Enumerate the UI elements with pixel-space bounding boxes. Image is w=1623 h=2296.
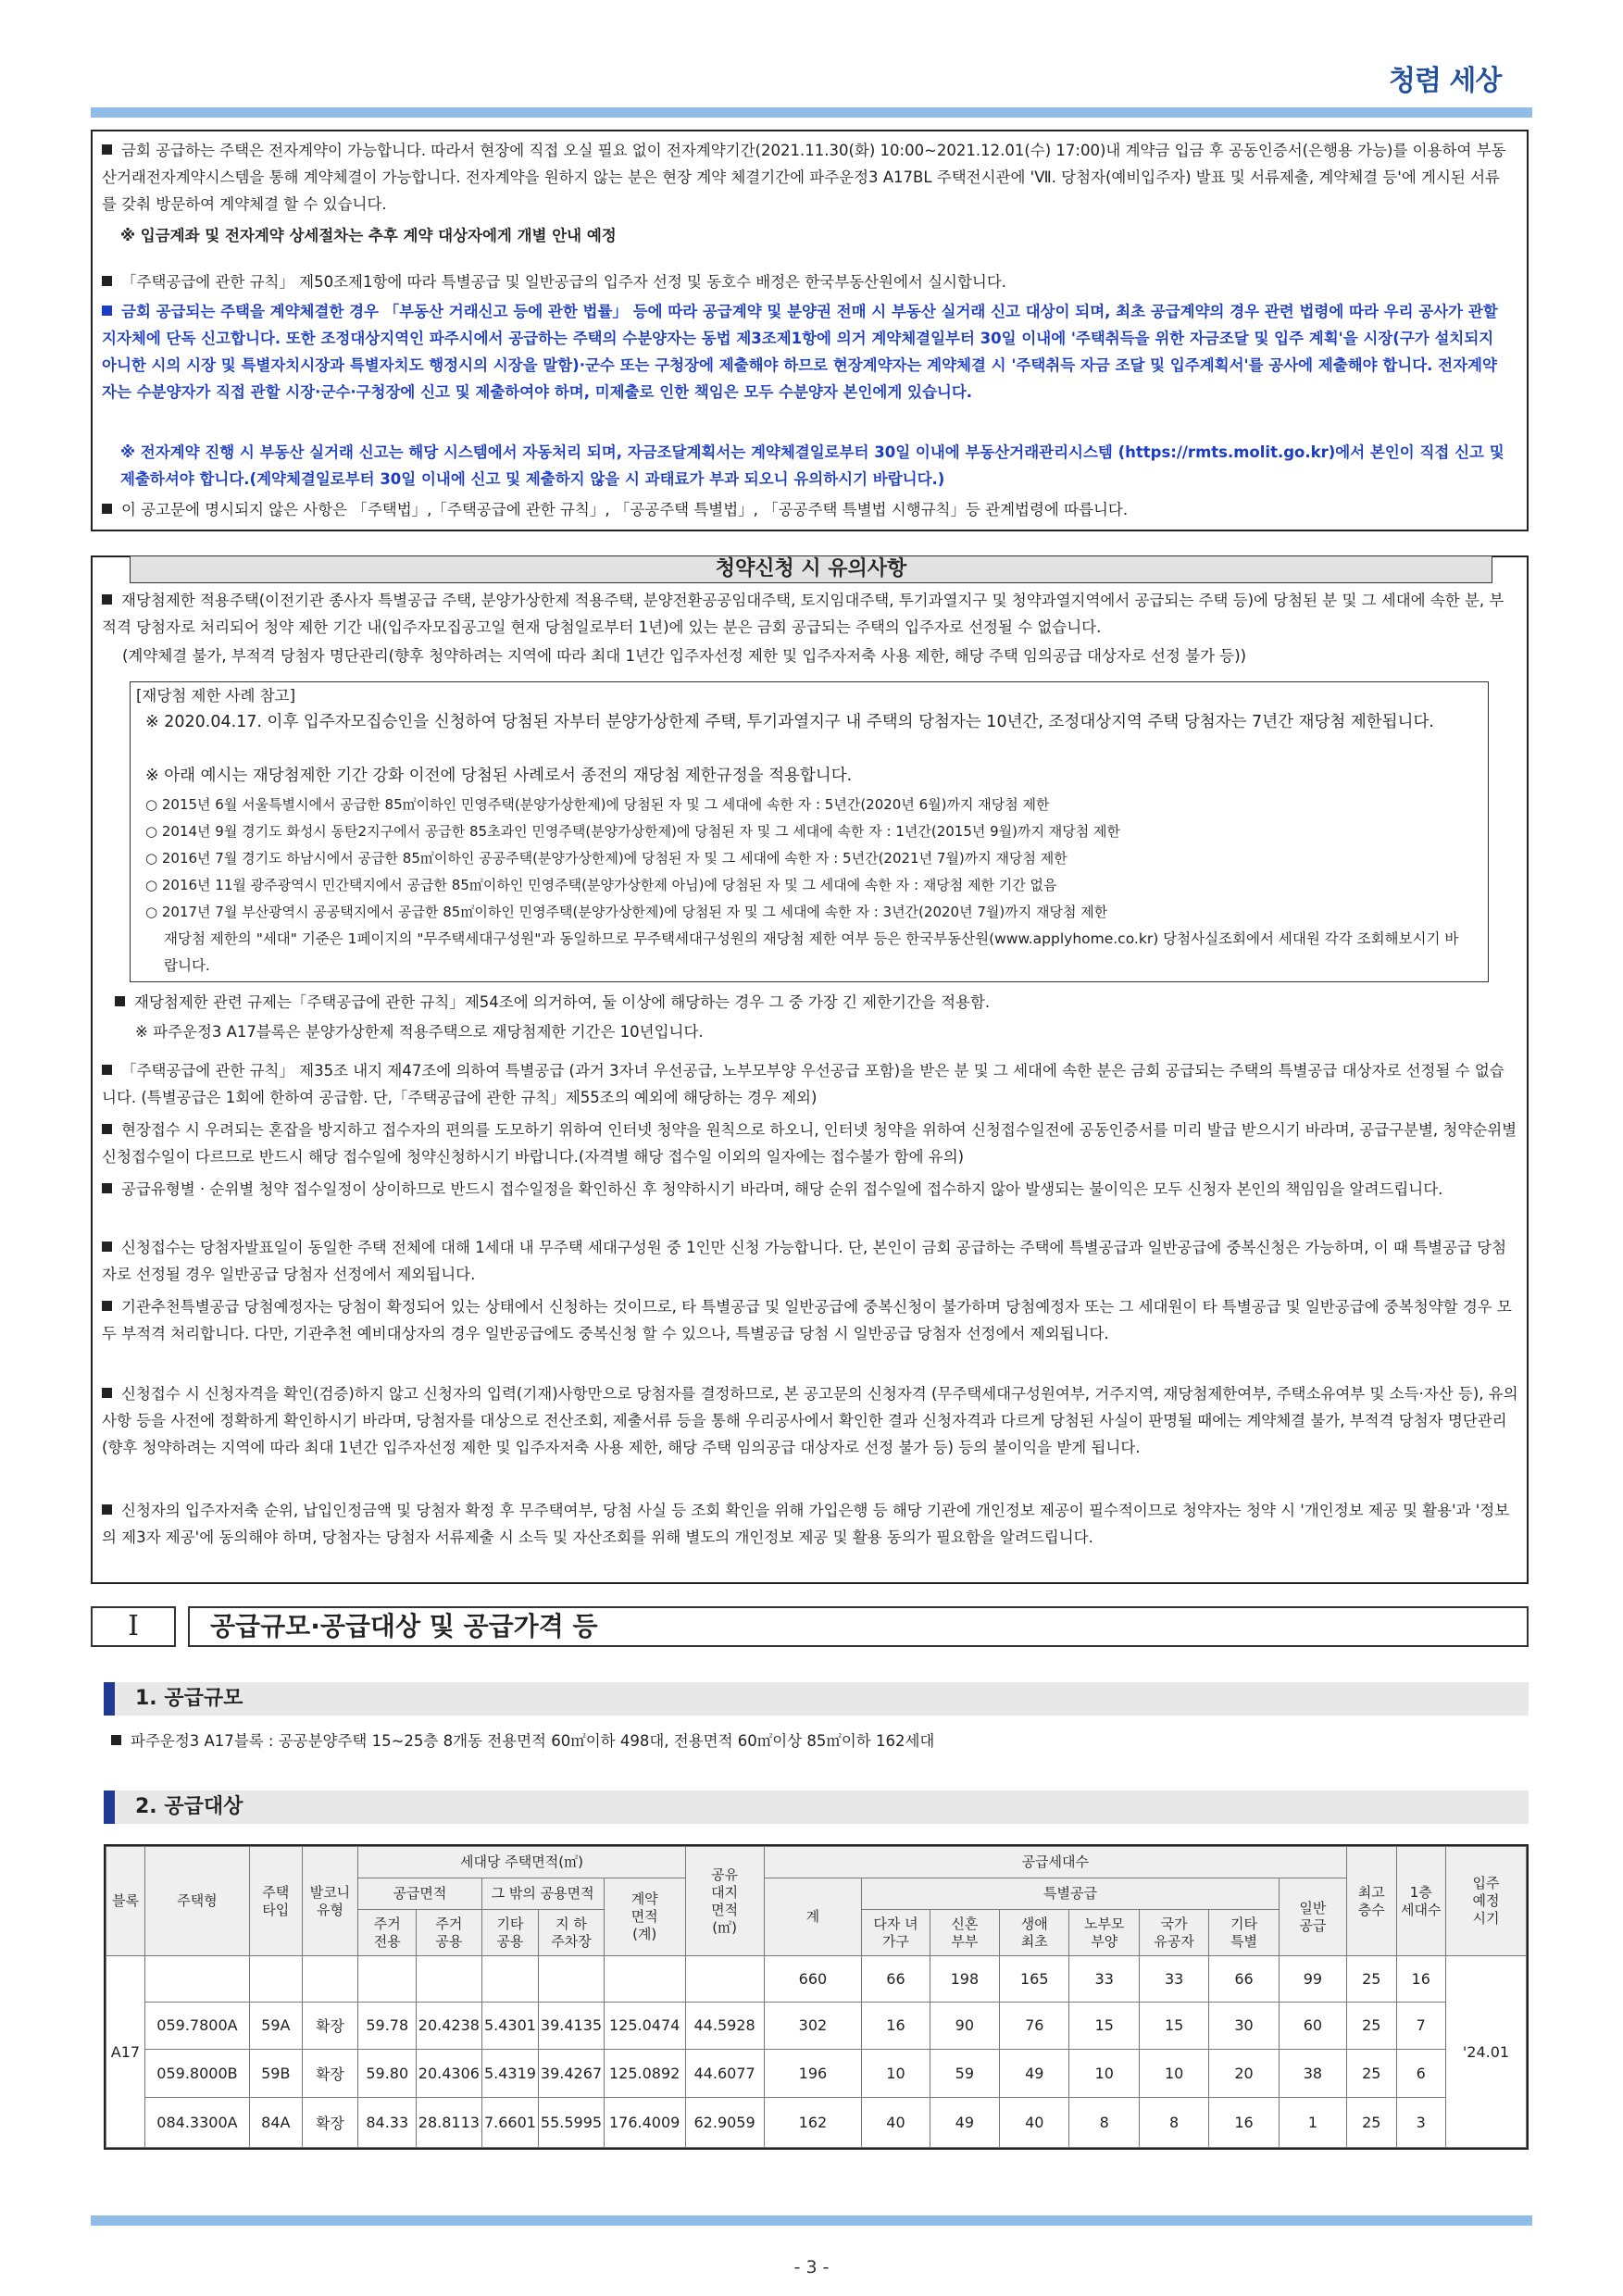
- th-supply-area: 공급면적: [358, 1878, 481, 1910]
- cell-balcony: 확장: [302, 2050, 358, 2098]
- cell-etc: 5.4319: [481, 2050, 539, 2098]
- cell-total: 302: [764, 2002, 862, 2050]
- th-balcony: 발코니 유형: [302, 1847, 358, 1956]
- th-ttype: 주택 타입: [250, 1847, 303, 1956]
- cell-newlywed: 49: [930, 2098, 999, 2148]
- bullet-square-icon: [102, 144, 112, 155]
- th-merit: 국가 유공자: [1139, 1910, 1208, 1956]
- cell-newlywed: 59: [930, 2050, 999, 2098]
- cell-first: 40: [1000, 2098, 1069, 2148]
- cell-max-floor: 25: [1347, 2098, 1396, 2148]
- notice-p2-text: 「주택공급에 관한 규칙」 제50조제1항에 따라 특별공급 및 일반공급의 입주자 선정 및 동호수 배정은 한국부동산원에서 실시합니다.: [121, 273, 1007, 291]
- notice-p3: [102, 298, 1509, 406]
- th-first: 생애 최초: [1000, 1910, 1069, 1956]
- th-excl: 주거 전용: [358, 1910, 417, 1956]
- cell-multi: 16: [862, 2002, 930, 2050]
- th-special: 특별공급: [862, 1878, 1279, 1910]
- cell-block: A17: [106, 1956, 145, 2148]
- cell-balcony: 확장: [302, 2098, 358, 2148]
- table-row: [106, 2098, 1527, 2148]
- th-land: 공유 대지 면적 (㎡): [685, 1847, 764, 1956]
- cell-ttype: 59B: [250, 2050, 303, 2098]
- caution-p7: [102, 1293, 1518, 1347]
- caution-p9-text: 신청자의 입주자저축 순위, 납입인정금액 및 당첨자 확정 후 무주택여부, 당첨 사실 등 조회 확인을 위해 가입은행 등 해당 기관에 개인정보 제공이 필수적이므로 청약자는 청약 시 '개인정보 제공 및 활용'과 '정보의 제3자 제공'에 동의해야 하며, 당첨자는 당첨자 서류제출 시 소득 및 자산조회를 위해 별도의 개인정보 제공 및 활용 동의가 필요함을 알려드립니다.: [102, 1502, 1510, 1546]
- th-general: 일반 공급: [1279, 1878, 1346, 1956]
- cell-type: 059.7800A: [144, 2002, 249, 2050]
- cell-general: 99: [1279, 1956, 1346, 2003]
- bullet-square-icon: [102, 276, 112, 286]
- cell-elder: 8: [1069, 2098, 1139, 2148]
- cell-excl: 59.78: [358, 2002, 417, 2050]
- cell-total: 660: [764, 1956, 862, 2003]
- bullet-square-icon: [102, 1065, 112, 1075]
- cell-first-floor: 7: [1396, 2002, 1445, 2050]
- notice-p1: [102, 137, 1509, 218]
- supply-scale-value: 파주운정3 A17블록 : 공공분양주택 15~25층 8개동 전용면적 60㎡이하 498대, 전용면적 60㎡이상 85㎡이하 162세대: [131, 1732, 935, 1750]
- caution-title: 청약신청 시 유의사항: [130, 555, 1492, 583]
- notice-p2: [102, 268, 1509, 295]
- cell-merit: 33: [1139, 1956, 1208, 2003]
- cell-parking: 55.5995: [539, 2098, 604, 2148]
- cell-other: 16: [1209, 2098, 1279, 2148]
- cell-other: 30: [1209, 2002, 1279, 2050]
- cell-land: 44.5928: [685, 2002, 764, 2050]
- cell-max-floor: 25: [1347, 2002, 1396, 2050]
- cell-contract: 125.0474: [604, 2002, 685, 2050]
- caution-p3-text: 「주택공급에 관한 규칙」 제35조 내지 제47조에 의하여 특별공급 (과거 3자녀 우선공급, 노부모부양 우선공급 포함)을 받은 분 및 그 세대에 속한 분은 금회 공급되는 주택의 특별공급 대상자로 선정될 수 없습니다. (특별공급은 1회에 한하여 공급함. 단,「주택공급에 관한 규칙」제55조의 예외에 해당하는 경우 제외): [102, 1062, 1504, 1106]
- cell-merit: 8: [1139, 2098, 1208, 2148]
- caution-p6-text: 신청접수는 당첨자발표일이 동일한 주택 전체에 대해 1세대 내 무주택 세대구성원 중 1인만 신청 가능합니다. 단, 본인이 금회 공급하는 주택에 특별공급과 일반공급에 중복신청은 가능하며, 이 때 특별공급 당첨자로 선정될 경우 일반공급 당첨자 선정에서 제외됩니다.: [102, 1239, 1507, 1283]
- th-elder: 노부모 부양: [1069, 1910, 1139, 1956]
- cell-newlywed: 198: [930, 1956, 999, 2003]
- subsection-supply-scale: 1. 공급규모: [104, 1682, 1529, 1716]
- cell-land: 44.6077: [685, 2050, 764, 2098]
- caution-p9: [102, 1497, 1518, 1551]
- cell-ttype: 59A: [250, 2002, 303, 2050]
- caution-p3: [102, 1057, 1518, 1111]
- table-row: [106, 2002, 1527, 2050]
- caution-p2-text: 재당첨제한 관련 규제는「주택공급에 관한 규칙」제54조에 의거하여, 둘 이상에 해당하는 경우 그 중 가장 긴 제한기간을 적용함.: [134, 993, 991, 1011]
- cell-other: 20: [1209, 2050, 1279, 2098]
- cell-multi: 10: [862, 2050, 930, 2098]
- th-type: 주택형: [144, 1847, 249, 1956]
- example-item: ○ 2014년 9월 경기도 화성시 동탄2지구에서 공급한 85초과인 민영주택(분양가상한제)에 당첨된 자 및 그 세대에 속한 자 : 1년간(2015년 9월)까지 재당첨 제한: [145, 823, 1120, 840]
- bullet-square-icon: [102, 1301, 112, 1311]
- cell-etc: 7.6601: [481, 2098, 539, 2148]
- cell-other: 66: [1209, 1956, 1279, 2003]
- th-first-floor: 1층 세대수: [1396, 1847, 1445, 1956]
- cell-etc: 5.4301: [481, 2002, 539, 2050]
- caution-p2-note: ※ 파주운정3 A17블록은 분양가상한제 적용주택으로 재당첨제한 기간은 10년입니다.: [135, 1023, 704, 1041]
- cell-first-floor: 16: [1396, 1956, 1445, 2003]
- cell-first: 76: [1000, 2002, 1069, 2050]
- cell-newlywed: 90: [930, 2002, 999, 2050]
- cell-first: 165: [1000, 1956, 1069, 2003]
- cell-contract: 176.4009: [604, 2098, 685, 2148]
- section-number: Ⅰ: [91, 1606, 176, 1647]
- cell-excl: 59.80: [358, 2050, 417, 2098]
- example-item: ○ 2017년 7월 부산광역시 공공택지에서 공급한 85㎡이하인 민영주택(분양가상한제)에 당첨된 자 및 그 세대에 속한 자 : 3년간(2020년 7월)까지 재당첨 제한: [145, 904, 1108, 920]
- cell-multi: 40: [862, 2098, 930, 2148]
- caution-p4: [102, 1117, 1518, 1170]
- supply-table: [104, 1844, 1529, 2150]
- bullet-square-icon: [102, 504, 112, 514]
- th-area-group: 세대당 주택면적(㎡): [358, 1847, 685, 1878]
- caution-p1: [102, 587, 1518, 641]
- subsection-supply-target: 2. 공급대상: [104, 1791, 1529, 1824]
- th-parking: 지 하 주차장: [539, 1910, 604, 1956]
- caution-p5: [102, 1176, 1518, 1203]
- cell-general: 60: [1279, 2002, 1346, 2050]
- bullet-square-icon: [102, 1504, 112, 1515]
- cell-common: 20.4306: [417, 2050, 481, 2098]
- cell-merit: 10: [1139, 2050, 1208, 2098]
- th-count-group: 공급세대수: [764, 1847, 1347, 1878]
- example-title: [재당첨 제한 사례 참고]: [136, 687, 296, 705]
- cell-elder: 15: [1069, 2002, 1139, 2050]
- top-divider-bar: [91, 107, 1532, 118]
- cell-total: 196: [764, 2050, 862, 2098]
- cell-contract: 125.0892: [604, 2050, 685, 2098]
- example-note-2: ※ 아래 예시는 재당첨제한 기간 강화 이전에 당첨된 사례로서 종전의 재당첨 제한규정을 적용합니다.: [145, 767, 853, 785]
- notice-p4: [102, 496, 1509, 523]
- cell-land: 62.9059: [685, 2098, 764, 2148]
- example-item: ○ 2016년 11월 광주광역시 민간택지에서 공급한 85㎡이하인 민영주택(분양가상한제 아님)에 당첨된 자 및 그 세대에 속한 자 : 재당첨 제한 기간 없음: [145, 877, 1057, 893]
- cell-parking: 39.4267: [539, 2050, 604, 2098]
- notice-p1-note: ※ 입금계좌 및 전자계약 상세절차는 추후 계약 대상자에게 개별 안내 예정: [120, 227, 617, 244]
- notice-p3-note: ※ 전자계약 진행 시 부동산 실거래 신고는 해당 시스템에서 자동처리 되며, 자금조달계획서는 계약체결일로부터 30일 이내에 부동산거래관리시스템 (https://rmts.molit.go.kr)에서 본인이 직접 신고 및 제출하셔야 합니다.(계약체결일로부터 30일 이내에 신고 및 제출하지 않을 시 과태료가 부과 되오니 유의하시기 바랍니다.): [120, 443, 1504, 488]
- caution-p1-note: (계약체결 불가, 부적격 당첨자 명단관리(향후 청약하려는 지역에 따라 최대 1년간 입주자선정 제한 및 입주자저축 사용 제한, 해당 주택 임의공급 대상자로 선정 불가 등)): [122, 647, 1247, 665]
- cell-multi: 66: [862, 1956, 930, 2003]
- bullet-square-icon: [102, 306, 112, 316]
- bullet-square-icon: [115, 996, 125, 1006]
- caution-p4-text: 현장접수 시 우려되는 혼잡을 방지하고 접수자의 편의를 도모하기 위하여 인터넷 청약을 원칙으로 하오니, 인터넷 청약을 위하여 신청접수일전에 공동인증서를 미리 발급 받으시기 바라며, 공급구분별, 청약순위별 신청접수일이 다르므로 반드시 해당 접수일에 청약신청하시기 바랍니다.(자격별 해당 접수일 이외의 일자에는 접수불가 함에 유의): [102, 1121, 1517, 1166]
- page-number: - 3 -: [793, 2257, 830, 2277]
- th-max-floor: 최고 층수: [1347, 1847, 1396, 1956]
- cell-excl: 84.33: [358, 2098, 417, 2148]
- cell-general: 1: [1279, 2098, 1346, 2148]
- th-common: 주거 공용: [417, 1910, 481, 1956]
- cell-first-floor: 3: [1396, 2098, 1445, 2148]
- th-contract: 계약 면적 (계): [604, 1878, 685, 1956]
- supply-scale-text: [111, 1728, 1518, 1754]
- cell-merit: 15: [1139, 2002, 1208, 2050]
- caution-p2: [115, 989, 1504, 1016]
- cell-parking: 39.4135: [539, 2002, 604, 2050]
- table-row: [106, 2050, 1527, 2098]
- cell-common: 20.4238: [417, 2002, 481, 2050]
- cell-ttype: 84A: [250, 2098, 303, 2148]
- caution-p5-text: 공급유형별 · 순위별 청약 접수일정이 상이하므로 반드시 접수일정을 확인하신 후 청약하시기 바라며, 해당 순위 접수일에 접수하지 않아 발생되는 불이익은 모두 신청자 본인의 책임임을 알려드립니다.: [121, 1180, 1443, 1198]
- bullet-square-icon: [102, 1242, 112, 1252]
- bullet-square-icon: [111, 1735, 121, 1745]
- cell-move-in: '24.01: [1445, 1956, 1526, 2148]
- cell-type: 084.3300A: [144, 2098, 249, 2148]
- th-move-in: 입주 예정 시기: [1445, 1847, 1526, 1956]
- logo-text: 청렴 세상: [1389, 65, 1502, 97]
- bullet-square-icon: [102, 594, 112, 605]
- cell-max-floor: 25: [1347, 2050, 1396, 2098]
- caution-p8: [102, 1380, 1518, 1461]
- example-item: ○ 2016년 7월 경기도 하남시에서 공급한 85㎡이하인 공공주택(분양가상한제)에 당첨된 자 및 그 세대에 속한 자 : 5년간(2021년 7월)까지 재당첨 제한: [145, 850, 1067, 867]
- caution-p6: [102, 1234, 1518, 1288]
- th-block: 블록: [106, 1847, 145, 1956]
- caution-p7-text: 기관추천특별공급 당첨예정자는 당첨이 확정되어 있는 상태에서 신청하는 것이므로, 타 특별공급 및 일반공급에 중복신청이 불가하며 당첨예정자 또는 그 세대원이 타 특별공급 및 일반공급에 중복청약할 경우 모두 부적격 처리합니다. 다만, 기관추천 예비대상자의 경우 일반공급에도 중복신청 할 수 있으나, 특별공급 당첨 시 일반공급 당첨자 선정에서 제외됩니다.: [102, 1298, 1512, 1342]
- example-closing: 재당첨 제한의 "세대" 기준은 1페이지의 "무주택세대구성원"과 동일하므로 무주택세대구성원의 재당첨 제한 여부 등은 한국부동산원(www.applyhome.co.kr) 당첨사실조회에서 세대원 각각 조회해보시기 바랍니다.: [164, 930, 1459, 974]
- rewin-example-box: [130, 681, 1489, 982]
- bullet-square-icon: [102, 1124, 112, 1134]
- th-other-area: 그 밖의 공용면적: [481, 1878, 604, 1910]
- example-note-1: ※ 2020.04.17. 이후 입주자모집승인을 신청하여 당첨된 자부터 분양가상한제 주택, 투기과열지구 내 주택의 당첨자는 10년간, 조정대상지역 주택 당첨자는 7년간 재당첨 제한됩니다.: [145, 713, 1434, 731]
- th-multi: 다자 녀 가구: [862, 1910, 930, 1956]
- th-total: 계: [764, 1878, 862, 1956]
- brand-logo: [1389, 57, 1501, 98]
- cell-first: 49: [1000, 2050, 1069, 2098]
- cell-elder: 33: [1069, 1956, 1139, 2003]
- cell-common: 28.8113: [417, 2098, 481, 2148]
- caution-p8-text: 신청접수 시 신청자격을 확인(검증)하지 않고 신청자의 입력(기재)사항만으로 당첨자를 결정하므로, 본 공고문의 신청자격 (무주택세대구성원여부, 거주지역, 재당첨제한여부, 주택소유여부 및 소득·자산 등), 유의사항 등을 사전에 정확하게 확인하시기 바라며, 당첨자를 대상으로 전산조회, 제출서류 등을 통해 우리공사에서 확인한 결과 신청자격과 다르게 당첨된 사실이 판명될 때에는 계약체결 불가, 부적격 당첨자 명단관리(향후 청약하려는 지역에 따라 최대 1년간 입주자선정 제한 및 입주자저축 사용 제한, 해당 주택 임의공급 대상자로 선정 불가 등) 등의 불이익을 받게 됩니다.: [102, 1385, 1518, 1456]
- cell-elder: 10: [1069, 2050, 1139, 2098]
- cell-balcony: 확장: [302, 2002, 358, 2050]
- cell-general: 38: [1279, 2050, 1346, 2098]
- cell-max-floor: 25: [1347, 1956, 1396, 2003]
- example-list: [145, 792, 1479, 926]
- notice-p3-text: 금회 공급되는 주택을 계약체결한 경우 「부동산 거래신고 등에 관한 법률」 등에 따라 공급계약 및 분양권 전매 시 부동산 실거래 신고 대상이 되며, 최초 공급계약의 경우 관련 법령에 따라 우리 공사가 관할 지자체에 단독 신고합니다. 또한 조정대상지역인 파주시에서 공급하는 주택의 수분양자는 동법 제3조제1항에 의거 계약체결일부터 30일 이내에 '주택취득을 위한 자금조달 및 입주 계획'을 시장(구가 설치되지 아니한 시의 시장 및 특별자치시장과 특별자치도 행정시의 시장을 말함)·군수 또는 구청장에 제출해야 하므로 현장계약자는 계약체결 시 '주택취득 자금 조달 및 입주계획서'를 공사에 제출해야 합니다. 전자계약자는 수분양자가 직접 관할 시장·군수·구청장에 신고 및 제출하여야 하며, 미제출로 인한 책임은 모두 수분양자 본인에게 있습니다.: [102, 303, 1498, 401]
- th-etc: 기타 공용: [481, 1910, 539, 1956]
- example-item: ○ 2015년 6월 서울특별시에서 공급한 85㎡이하인 민영주택(분양가상한제)에 당첨된 자 및 그 세대에 속한 자 : 5년간(2020년 6월)까지 재당첨 제한: [145, 796, 1050, 813]
- table-totals-row: [106, 1956, 1527, 2003]
- cell-total: 162: [764, 2098, 862, 2148]
- notice-p1-text: 금회 공급하는 주택은 전자계약이 가능합니다. 따라서 현장에 직접 오실 필요 없이 전자계약기간(2021.11.30(화) 10:00~2021.12.01(수) 17:00)내 계약금 입금 후 공동인증서(은행용 가능)를 이용하여 부동산거래전자계약시스템을 통해 계약체결이 가능합니다. 전자계약을 원하지 않는 분은 현장 계약 체결기간에 파주운정3 A17BL 주택전시관에 'Ⅶ. 당첨자(예비입주자) 발표 및 서류제출, 계약체결 등'에 게시된 서류를 갖춰 방문하여 계약체결 할 수 있습니다.: [102, 142, 1506, 213]
- cell-type: 059.8000B: [144, 2050, 249, 2098]
- bottom-divider-bar: [91, 2215, 1532, 2226]
- caution-p1-text: 재당첨제한 적용주택(이전기관 종사자 특별공급 주택, 분양가상한제 적용주택, 분양전환공공임대주택, 토지임대주택, 투기과열지구 및 청약과열지역에서 공급되는 주택 등)에 당첨된 분 및 그 세대에 속한 분, 부적격 당첨자로 처리되어 청약 제한 기간 내(입주자모집공고일 현재 당첨일로부터 1년)에 있는 분은 금회 공급되는 주택의 입주자로 선정될 수 없습니다.: [102, 592, 1504, 636]
- bullet-square-icon: [102, 1388, 112, 1398]
- th-other: 기타 특별: [1209, 1910, 1279, 1956]
- cell-first-floor: 6: [1396, 2050, 1445, 2098]
- bullet-square-icon: [102, 1183, 112, 1193]
- th-newlywed: 신혼 부부: [930, 1910, 999, 1956]
- section-title: 공급규모·공급대상 및 공급가격 등: [188, 1606, 1529, 1647]
- notice-p4-text: 이 공고문에 명시되지 않은 사항은 「주택법」,「주택공급에 관한 규칙」, 「공공주택 특별법」, 「공공주택 특별법 시행규칙」등 관계법령에 따릅니다.: [121, 501, 1129, 518]
- notice-box: [91, 130, 1529, 531]
